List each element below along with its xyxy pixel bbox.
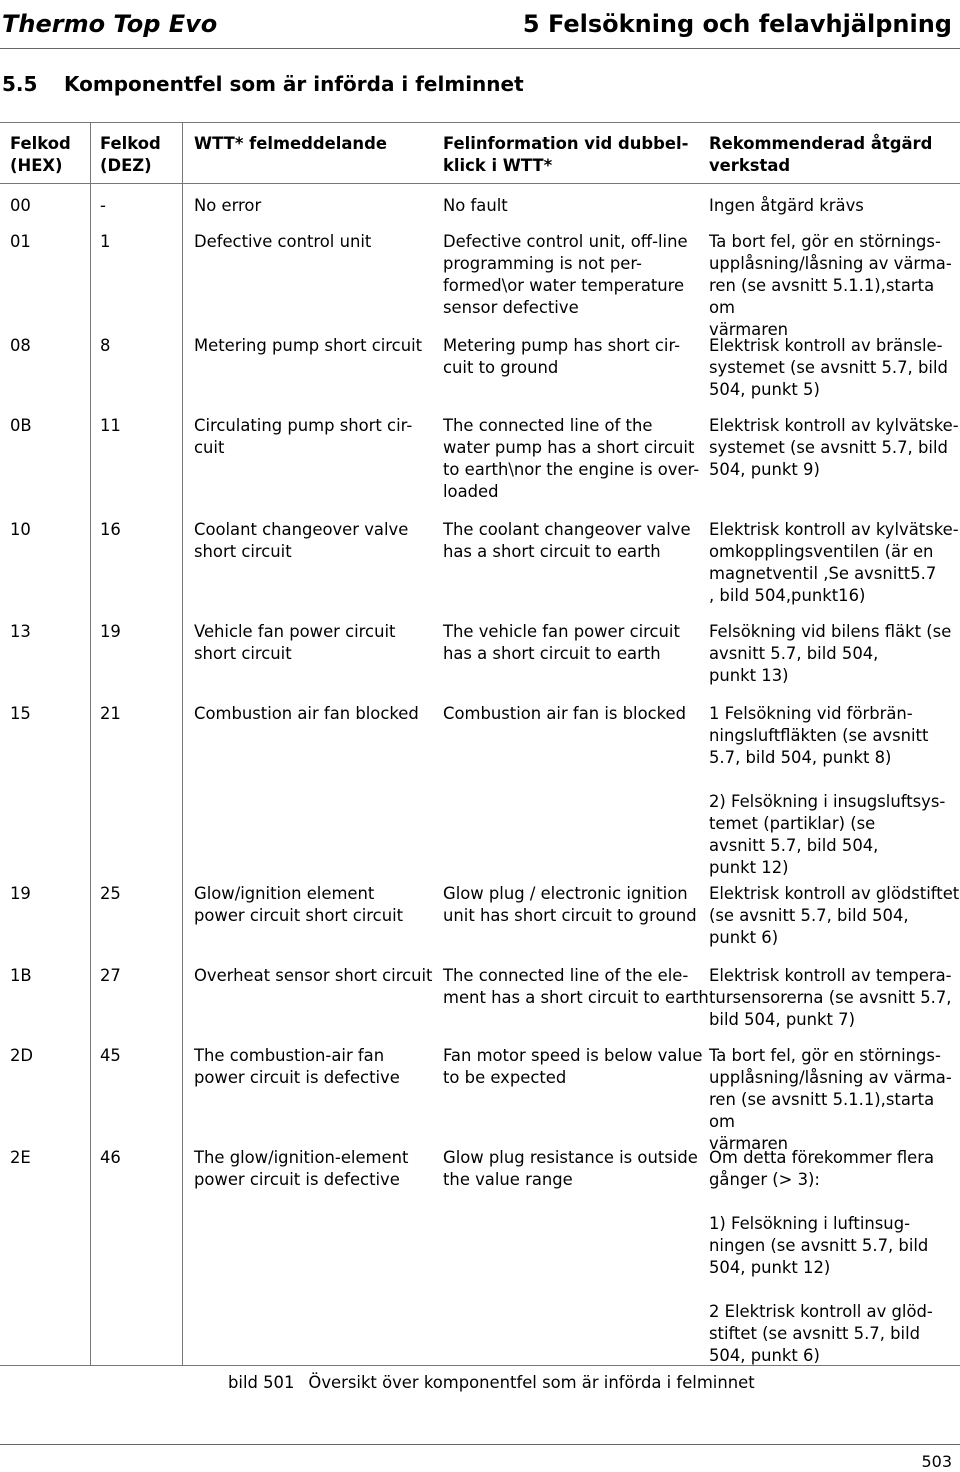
cell-recommended-action: Elektrisk kontroll av glödstiftet (se avsnitt 5.7, bild 504, punkt 6)	[709, 884, 960, 947]
cell-hex-code: 08	[10, 336, 31, 355]
cell-fault-info: Glow plug resistance is outside the value range	[443, 1148, 698, 1189]
figure-caption	[228, 1372, 755, 1394]
cell-fault-info: The connected line of the ele- ment has a short circuit to earth	[443, 966, 709, 1007]
cell-dec-code: -	[100, 196, 106, 215]
cell-wtt-message: No error	[194, 196, 262, 215]
figure-label: bild 501	[228, 1373, 295, 1392]
cell-dec-code: 19	[100, 622, 121, 641]
cell-hex-code: 13	[10, 622, 31, 641]
cell-recommended-action: Elektrisk kontroll av kylvätske- omkopplingsventilen (är en magnetventil ,Se avsnitt5.7 , bild 504,punkt16)	[709, 520, 959, 605]
cell-wtt-message: Vehicle fan power circuit short circuit	[194, 622, 396, 663]
cell-wtt-message: The glow/ignition-element power circuit is defective	[194, 1148, 409, 1189]
cell-fault-info: Metering pump has short cir- cuit to ground	[443, 336, 681, 377]
cell-hex-code: 15	[10, 704, 31, 723]
cell-wtt-message: Defective control unit	[194, 232, 372, 251]
document-title: Thermo Top Evo	[2, 10, 218, 38]
cell-fault-info: Combustion air fan is blocked	[443, 704, 687, 723]
cell-dec-code: 1	[100, 232, 111, 251]
cell-recommended-action: Elektrisk kontroll av tempera- tursensorerna (se avsnitt 5.7, bild 504, punkt 7)	[709, 966, 952, 1029]
cell-hex-code: 01	[10, 232, 31, 251]
cell-recommended-action: Ta bort fel, gör en störnings- upplåsning/låsning av värma- ren (se avsnitt 5.1.1),starta om värmaren	[709, 232, 952, 339]
cell-fault-info: Glow plug / electronic ignition unit has short circuit to ground	[443, 884, 697, 925]
cell-hex-code: 1B	[10, 966, 32, 985]
cell-wtt-message: Coolant changeover valve short circuit	[194, 520, 409, 561]
cell-wtt-message: Overheat sensor short circuit	[194, 966, 433, 985]
header-dec-code: Felkod (DEZ)	[100, 134, 161, 175]
figure-caption-text: Översikt över komponentfel som är införda i felminnet	[308, 1373, 755, 1392]
cell-recommended-action: Ta bort fel, gör en störnings- upplåsning/låsning av värma- ren (se avsnitt 5.1.1),starta om värmaren	[709, 1046, 952, 1153]
cell-fault-info: Defective control unit, off-line programming is not per- formed\or water temperature sensor defective	[443, 232, 688, 317]
cell-dec-code: 21	[100, 704, 121, 723]
header-fault-info: Felinformation vid dubbel- klick i WTT*	[443, 134, 689, 175]
cell-fault-info: The vehicle fan power circuit has a short circuit to earth	[443, 622, 680, 663]
header-rule-line	[0, 183, 960, 184]
cell-wtt-message: Metering pump short circuit	[194, 336, 423, 355]
cell-recommended-action: Elektrisk kontroll av kylvätske- systemet (se avsnitt 5.7, bild 504, punkt 9)	[709, 416, 959, 479]
cell-hex-code: 2E	[10, 1148, 31, 1167]
cell-recommended-action: Ingen åtgärd krävs	[709, 196, 864, 215]
cell-fault-info: The coolant changeover valve has a short circuit to earth	[443, 520, 691, 561]
cell-wtt-message: Glow/ignition element power circuit short circuit	[194, 884, 404, 925]
cell-fault-info: No fault	[443, 196, 508, 215]
header-wtt-message: WTT* felmeddelande	[194, 134, 387, 153]
cell-dec-code: 27	[100, 966, 121, 985]
cell-hex-code: 10	[10, 520, 31, 539]
header-rule	[0, 48, 960, 49]
section-number: 5.5	[2, 72, 38, 96]
column-divider	[90, 123, 91, 1365]
cell-recommended-action: Felsökning vid bilens fläkt (se avsnitt 5.7, bild 504, punkt 13)	[709, 622, 952, 685]
footer-rule	[0, 1444, 960, 1445]
cell-wtt-message: The combustion-air fan power circuit is defective	[194, 1046, 400, 1087]
page-number: 503	[921, 1452, 952, 1471]
cell-dec-code: 45	[100, 1046, 121, 1065]
cell-hex-code: 00	[10, 196, 31, 215]
cell-dec-code: 25	[100, 884, 121, 903]
header-recommended-action: Rekommenderad åtgärd verkstad	[709, 134, 933, 175]
cell-hex-code: 19	[10, 884, 31, 903]
cell-wtt-message: Combustion air fan blocked	[194, 704, 419, 723]
cell-recommended-action: Elektrisk kontroll av bränsle- systemet (se avsnitt 5.7, bild 504, punkt 5)	[709, 336, 948, 399]
cell-wtt-message: Circulating pump short cir- cuit	[194, 416, 413, 457]
cell-dec-code: 46	[100, 1148, 121, 1167]
column-divider	[182, 123, 183, 1365]
cell-hex-code: 2D	[10, 1046, 34, 1065]
chapter-title: 5 Felsökning och felavhjälpning	[522, 10, 952, 38]
cell-fault-info: Fan motor speed is below value to be expected	[443, 1046, 703, 1087]
cell-recommended-action: 1 Felsökning vid förbrän- ningsluftfläkten (se avsnitt 5.7, bild 504, punkt 8) 2) Felsökning i insugsluftsys- temet (partiklar) (se avsnitt 5.7, bild 504, punkt 12)	[709, 704, 946, 877]
cell-recommended-action: Om detta förekommer flera gånger (> 3): 1) Felsökning i luftinsug- ningen (se avsnitt 5.7, bild 504, punkt 12) 2 Elektrisk kontroll av glöd- stiftet (se avsnitt 5.7, bild 504, punkt 6)	[709, 1148, 935, 1365]
cell-dec-code: 8	[100, 336, 111, 355]
error-table	[0, 122, 960, 1366]
section-title: Komponentfel som är införda i felminnet	[64, 72, 524, 96]
cell-hex-code: 0B	[10, 416, 32, 435]
cell-fault-info: The connected line of the water pump has a short circuit to earth\nor the engine is over- loaded	[443, 416, 700, 501]
header-hex-code: Felkod (HEX)	[10, 134, 71, 175]
section-heading	[2, 72, 524, 96]
cell-dec-code: 11	[100, 416, 121, 435]
cell-dec-code: 16	[100, 520, 121, 539]
